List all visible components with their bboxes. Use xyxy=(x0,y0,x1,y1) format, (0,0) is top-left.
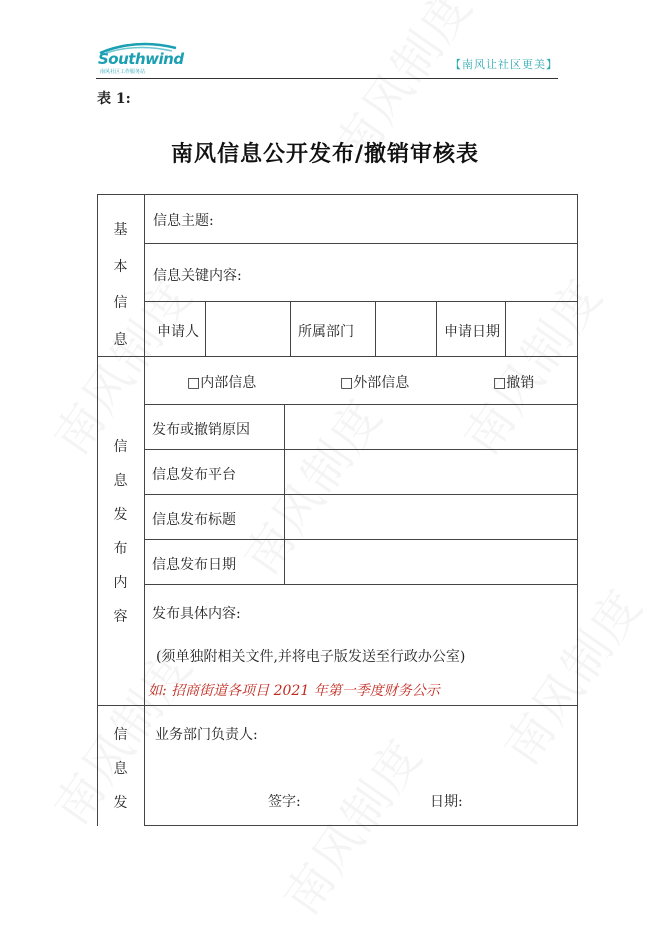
internal-info-checkbox[interactable]: □内部信息 xyxy=(187,375,257,391)
southwind-logo xyxy=(96,40,186,76)
section-divider xyxy=(97,356,578,357)
slogan: 【南风让社区更美】 xyxy=(450,58,558,71)
department-head-label: 业务部门负责人: xyxy=(155,727,258,743)
topic-field[interactable]: 信息主题: xyxy=(153,213,214,229)
cell-divider xyxy=(284,404,285,584)
section-label-approval: 信 息 发 xyxy=(113,727,128,811)
revoke-checkbox[interactable]: □撤销 xyxy=(493,375,535,391)
row-divider xyxy=(144,449,578,450)
content-label: 发布具体内容: xyxy=(152,606,241,622)
section-label-release: 信 息 发 布 内 容 xyxy=(113,439,128,625)
row-divider xyxy=(144,243,578,244)
row-divider xyxy=(144,301,578,302)
keywords-field[interactable]: 信息关键内容: xyxy=(153,268,242,284)
review-form-table xyxy=(97,194,578,826)
signature-label: 签字: xyxy=(268,794,301,810)
content-note: (须单独附相关文件,并将电子版发送至行政办公室) xyxy=(156,649,466,665)
release-title-label: 信息发布标题 xyxy=(152,512,236,528)
cell-divider xyxy=(205,301,206,356)
table-border xyxy=(577,194,578,826)
row-divider xyxy=(144,404,578,405)
page-header xyxy=(96,40,558,80)
cell-divider xyxy=(375,301,376,356)
department-label: 所属部门 xyxy=(298,324,354,340)
external-info-checkbox[interactable]: □外部信息 xyxy=(340,375,410,391)
page-title: 南风信息公开发布/撤销审核表 xyxy=(170,141,480,167)
release-reason-label: 发布或撤销原因 xyxy=(152,422,250,438)
logo-text: Southwind xyxy=(98,50,184,68)
header-divider xyxy=(96,78,558,79)
release-date-label: 信息发布日期 xyxy=(152,557,236,573)
row-divider xyxy=(144,584,578,585)
section-divider xyxy=(144,194,145,826)
release-platform-label: 信息发布平台 xyxy=(152,467,236,483)
date-label: 日期: xyxy=(430,794,463,810)
applicant-label: 申请人 xyxy=(157,324,199,340)
cell-divider xyxy=(290,301,291,356)
table-number: 表 1: xyxy=(97,91,131,107)
cell-divider xyxy=(436,301,437,356)
cell-divider xyxy=(505,301,506,356)
row-divider xyxy=(144,494,578,495)
application-date-label: 申请日期 xyxy=(444,324,500,340)
table-border xyxy=(144,825,578,826)
table-border xyxy=(97,194,578,195)
section-divider xyxy=(97,705,578,706)
content-example: 如: 招商街道各项目 2021 年第一季度财务公示 xyxy=(148,683,440,699)
logo-subtitle: 南风社区工作服务站 xyxy=(100,69,146,75)
row-divider xyxy=(144,539,578,540)
section-label-basic: 基 本 信 息 xyxy=(113,222,128,348)
